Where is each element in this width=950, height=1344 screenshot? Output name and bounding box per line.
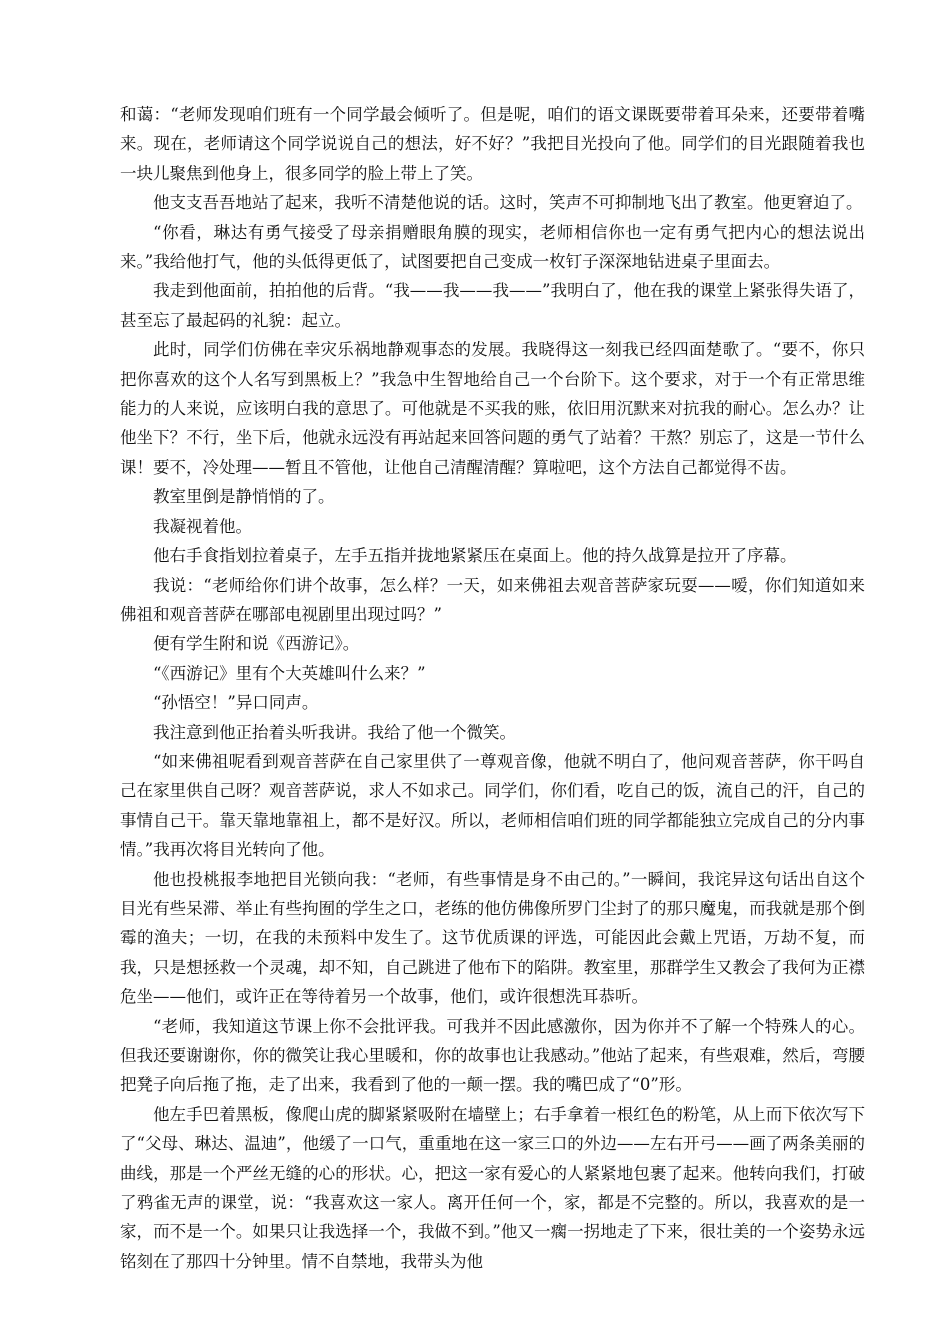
paragraph: 和蔼：“老师发现咱们班有一个同学最会倾听了。但是呢，咱们的语文课既要带着耳朵来，还要带着嘴来。现在，老师请这个同学说说自己的想法，好不好？”我把目光投向了他。同学们的目光跟随着我也一块儿聚焦到他身上，很多同学的脸上带上了笑。 [120,105,865,183]
paragraph: 他支支吾吾地站了起来，我听不清楚他说的话。这时，笑声不可抑制地飞出了教室。他更窘迫了。 [153,193,863,213]
paragraph: 我凝视着他。 [153,516,252,536]
paragraph: 我注意到他正抬着头听我讲。我给了他一个微笑。 [153,722,516,742]
paragraph: 此时，同学们仿佛在幸灾乐祸地静观事态的发展。我晓得这一刻我已经四面楚歌了。“要不，你只把你喜欢的这个人名写到黑板上？”我急中生智地给自己一个台阶下。这个要求，对于一个有正常思维能力的人来说，应该明白我的意思了。可他就是不买我的账，依旧用沉默来对抗我的耐心。怎么办？让他坐下？不行，坐下后，他就永远没有再站起来回答问题的勇气了站着？干熬？别忘了，这是一节什么课！要不，冷处理——暂且不管他，让他自己清醒清醒？算啦吧，这个方法自己都觉得不齿。 [120,340,865,477]
paragraph: “孙悟空！”异口同声。 [153,693,319,713]
paragraph: 他右手食指划拉着桌子，左手五指并拢地紧紧压在桌面上。他的持久战算是拉开了序幕。 [153,546,797,566]
paragraph: 他也投桃报李地把目光锁向我：“老师，有些事情是身不由己的。”一瞬间，我诧异这句话出自这个目光有些呆滞、举止有些拘囿的学生之口，老练的他仿佛像所罗门尘封了的那只魔鬼，而我就是那个倒霉的渔夫；一切，在我的未预料中发生了。这节优质课的评选，可能因此会戴上咒语，万劫不复，而我，只是想拯救一个灵魂，却不知，自己跳进了他布下的陷阱。教室里，那群学生又教会了我何为正襟危坐——他们，或许正在等待着另一个故事，他们，或许很想洗耳恭听。 [120,869,865,1007]
paragraph: “你看，琳达有勇气接受了母亲捐赠眼角膜的现实，老师相信你也一定有勇气把内心的想法说出来。”我给他打气，他的头低得更低了，试图要把自己变成一枚钉子深深地钻进桌子里面去。 [120,222,865,272]
paragraph: “如来佛祖呢看到观音菩萨在自己家里供了一尊观音像，他就不明白了，他问观音菩萨，你干吗自己在家里供自己呀？观音菩萨说，求人不如求己。同学们，你们看，吃自己的饭，流自己的汗，自己的事情自己干。靠天靠地靠祖上，都不是好汉。所以，老师相信咱们班的同学都能独立完成自己的分内事情。”我再次将目光转向了他。 [120,751,865,860]
paragraph: “《西游记》里有个大英雄叫什么来？” [153,663,426,683]
paragraph: 教室里倒是静悄悄的了。 [153,487,335,507]
paragraph: 他左手巴着黑板，像爬山虎的脚紧紧吸附在墙壁上；右手拿着一根红色的粉笔，从上而下依次写下了“父母、琳达、温迪”，他缓了一口气，重重地在这一家三口的外边——左右开弓——画了两条美丽的曲线，那是一个严丝无缝的心的形状。心，把这一家有爱心的人紧紧地包裹了起来。他转向我们，打破了鸦雀无声的课堂，说：“我喜欢这一家人。离开任何一个，家，都是不完整的。所以，我喜欢的是一家，而不是一个。如果只让我选择一个，我做不到。”他又一瘸一拐地走了下来，很壮美的一个姿势永远铭刻在了那四十分钟里。情不自禁地，我带头为他 [120,1104,865,1271]
paragraph: 便有学生附和说《西游记》。 [153,634,360,654]
paragraph: “老师，我知道这节课上你不会批评我。可我并不因此感激你，因为你并不了解一个特殊人的心。但我还要谢谢你，你的微笑让我心里暖和，你的故事也让我感动。”他站了起来，有些艰难，然后，弯腰把凳子向后拖了拖，走了出来，我看到了他的一颠一摆。我的嘴巴成了“0”形。 [120,1016,865,1095]
document-page [120,100,865,1276]
paragraph: 我说：“老师给你们讲个故事，怎么样？一天，如来佛祖去观音菩萨家玩耍——嗳，你们知道如来佛祖和观音菩萨在哪部电视剧里出现过吗？” [120,575,865,624]
paragraph: 我走到他面前，拍拍他的后背。“我——我——我——”我明白了，他在我的课堂上紧张得失语了，甚至忘了最起码的礼貌：起立。 [120,281,865,330]
